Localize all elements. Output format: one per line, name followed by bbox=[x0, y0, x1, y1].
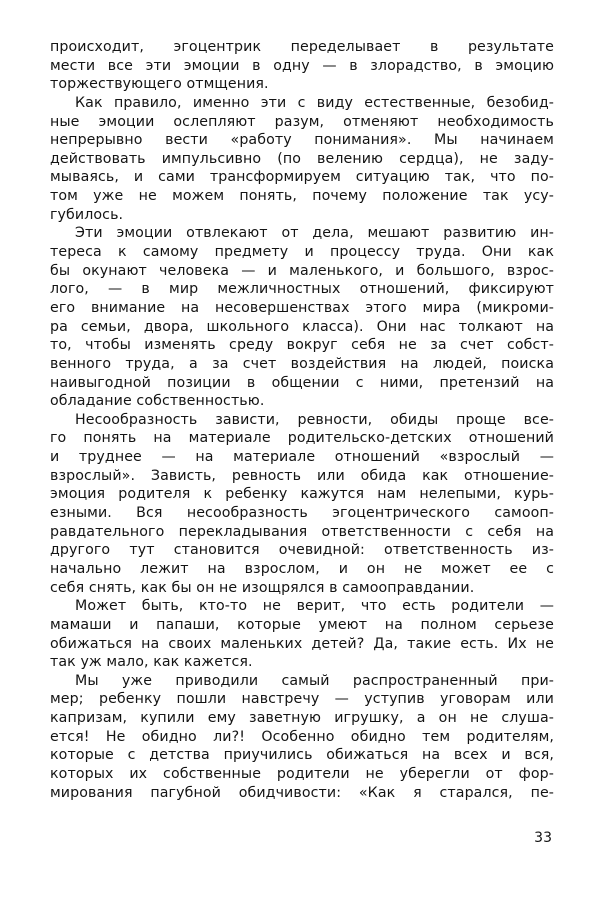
text-line: его внимание на несовершенствах этого мира (микроми- bbox=[50, 299, 554, 316]
paragraph bbox=[50, 224, 554, 410]
text-line: обижаться на своих маленьких детей? Да, такие есть. Их не bbox=[50, 635, 554, 652]
text-line: и труднее — на материале отношений «взрослый — bbox=[50, 449, 554, 466]
text-line: так уж мало, как кажется. bbox=[50, 654, 253, 671]
text-line: мести все эти эмоции в одну — в злорадство, в эмоцию bbox=[50, 57, 554, 74]
text-line: ра семьи, двора, школьного класса). Они нас толкают на bbox=[50, 318, 554, 335]
text-line: наивыгодной позиции в общении с ними, претензий на bbox=[50, 374, 554, 391]
text-line: торжествующего отмщения. bbox=[50, 76, 269, 93]
text-line: мываясь, и сами трансформируем ситуацию так, что по- bbox=[50, 169, 554, 186]
page-body-text bbox=[50, 38, 554, 802]
text-line: взрослый». Зависть, ревность или обида как отношение- bbox=[50, 467, 554, 484]
text-line: мер; ребенку пошли навстречу — уступив уговорам или bbox=[50, 691, 554, 708]
text-line: ные эмоции ослепляют разум, отменяют необходимость bbox=[50, 113, 554, 130]
text-line: равдательного перекладывания ответственности с себя на bbox=[50, 523, 554, 540]
text-line: тереса к самому предмету и процессу труда. Они как bbox=[50, 244, 554, 261]
text-line: венного труда, а за счет воздействия на людей, поиска bbox=[50, 355, 554, 372]
text-line: которые с детства приучились обижаться на всех и вся, bbox=[50, 747, 554, 764]
text-line: том уже не можем понять, почему положение так усу- bbox=[50, 188, 554, 205]
text-line: начально лежит на взрослом, и он не может ее с bbox=[50, 560, 554, 577]
text-line: Несообразность зависти, ревности, обиды проще все- bbox=[75, 411, 554, 428]
text-line: го понять на материале родительско-детских отношений bbox=[50, 430, 554, 447]
paragraph bbox=[50, 597, 554, 672]
text-line: езными. Вся несообразность эгоцентрического самооп- bbox=[50, 505, 554, 522]
text-line: то, чтобы изменять среду вокруг себя не за счет собст- bbox=[50, 337, 554, 354]
text-line: которых их собственные родители не уберегли от фор- bbox=[50, 765, 554, 782]
paragraph bbox=[50, 411, 554, 597]
text-line: Мы уже приводили самый распространенный при- bbox=[75, 672, 554, 689]
text-line: мирования пагубной обидчивости: «Как я старался, пе- bbox=[50, 784, 554, 801]
text-line: Эти эмоции отвлекают от дела, мешают развитию ин- bbox=[75, 225, 554, 242]
text-line: происходит, эгоцентрик переделывает в результате bbox=[50, 39, 554, 55]
text-line: лого, — в мир межличностных отношений, фиксируют bbox=[50, 281, 554, 298]
text-line: капризам, купили ему заветную игрушку, а он не слуша- bbox=[50, 710, 554, 727]
text-line: Может быть, кто-то не верит, что есть родители — bbox=[75, 598, 554, 615]
text-line: непрерывно вести «работу понимания». Мы начинаем bbox=[50, 132, 554, 149]
text-line: действовать импульсивно (по велению сердца), не заду- bbox=[50, 150, 554, 167]
text-line: Как правило, именно эти с виду естественные, безобид- bbox=[75, 94, 554, 111]
text-line: обладание собственностью. bbox=[50, 393, 265, 410]
text-line: эмоция родителя к ребенку кажутся нам нелепыми, курь- bbox=[50, 486, 554, 503]
paragraph bbox=[50, 94, 554, 224]
text-line: другого тут становится очевидной: ответственность из- bbox=[50, 542, 554, 559]
paragraph bbox=[50, 672, 554, 802]
text-line: губилось. bbox=[50, 206, 124, 223]
text-line: себя снять, как бы он не изощрялся в самооправдании. bbox=[50, 579, 475, 596]
text-line: мамаши и папаши, которые умеют на полном серьезе bbox=[50, 616, 554, 633]
paragraph bbox=[50, 38, 554, 94]
text-line: ется! Не обидно ли?! Особенно обидно тем родителям, bbox=[50, 728, 554, 745]
text-line: бы окунают человека — и маленького, и большого, взрос- bbox=[50, 262, 554, 279]
page-number: 33 bbox=[534, 830, 552, 846]
